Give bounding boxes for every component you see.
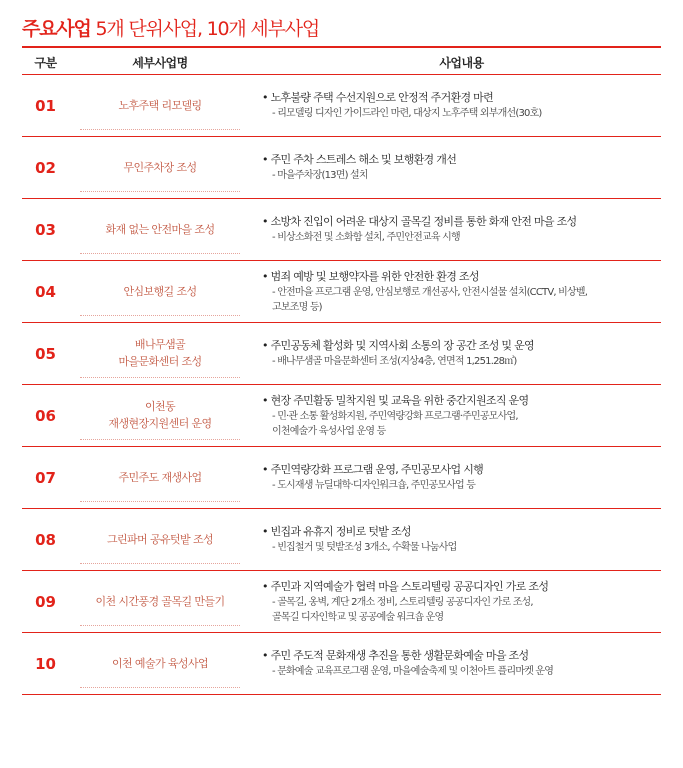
row-number: 10 (35, 654, 56, 673)
row-description (262, 323, 661, 384)
row-number: 07 (35, 468, 56, 487)
table-body (22, 75, 661, 695)
row-project-name (80, 329, 240, 378)
header-project-name: 세부사업명 (132, 56, 188, 70)
table-row (22, 199, 661, 261)
row-description (262, 137, 661, 198)
row-description (262, 447, 661, 508)
row-description-detail: - 비상소화전 및 소화함 설치, 주민안전교육 시행 (262, 230, 661, 245)
title-sub: 5개 단위사업, 10개 세부사업 (90, 18, 320, 40)
table-row (22, 509, 661, 571)
row-project-name-text: 배나무샘골 마을문화센터 조성 (118, 338, 202, 368)
row-number: 03 (35, 220, 56, 239)
row-description-main: • 주민역량강화 프로그램 운영, 주민공모사업 시행 (262, 462, 661, 478)
table-row (22, 137, 661, 199)
row-project-name (80, 515, 240, 564)
table-row (22, 571, 661, 633)
row-project-name (80, 453, 240, 502)
row-number: 06 (35, 406, 56, 425)
row-number: 05 (35, 344, 56, 363)
header-category: 구분 (34, 56, 57, 70)
row-description-main: • 소방차 진입이 어려운 대상지 골목길 정비를 통한 화재 안전 마을 조성 (262, 214, 661, 230)
row-project-name (80, 391, 240, 440)
row-project-name (80, 143, 240, 192)
table-row (22, 447, 661, 509)
page-title (22, 14, 319, 41)
row-number: 01 (35, 96, 56, 115)
row-description-detail: - 리모델링 디자인 가이드라인 마련, 대상지 노후주택 외부개선(30호) (262, 106, 661, 121)
row-project-name (80, 81, 240, 130)
row-project-name (80, 267, 240, 316)
row-project-name-text: 무인주차장 조성 (123, 160, 197, 174)
row-description-main: • 범죄 예방 및 보행약자를 위한 안전한 환경 조성 (262, 269, 661, 285)
row-description-detail: - 마을주차장(13면) 설치 (262, 168, 661, 183)
row-description-detail: - 문화예술 교육프로그램 운영, 마을예술축제 및 이천아트 플리마켓 운영 (262, 664, 661, 679)
row-project-name (80, 577, 240, 626)
row-project-name-text: 주민주도 재생사업 (118, 470, 202, 484)
table-row (22, 261, 661, 323)
row-description-detail: - 민‧관 소통 활성화지원, 주민역량강화 프로그램·주민공모사업, 이천예술가 육성사업 운영 등 (262, 409, 661, 439)
row-project-name (80, 205, 240, 254)
row-number: 02 (35, 158, 56, 177)
header-project-content: 사업내용 (439, 56, 484, 70)
table-row (22, 75, 661, 137)
row-description-detail: - 골목길, 옹벽, 계단 2개소 정비, 스토리텔링 공공디자인 가로 조성, 골목길 디자인학교 및 공공예술 워크숍 운영 (262, 595, 661, 625)
table-row (22, 633, 661, 695)
row-project-name-text: 이천 시간풍경 골목길 만들기 (95, 594, 225, 608)
row-description-main: • 노후불량 주택 수선지원으로 안정적 주거환경 마련 (262, 90, 661, 106)
row-number: 09 (35, 592, 56, 611)
row-project-name-text: 노후주택 리모델링 (118, 98, 202, 112)
row-number: 08 (35, 530, 56, 549)
row-description-detail: - 배나무샘골 마을문화센터 조성(지상4층, 연면적 1,251.28㎡) (262, 354, 661, 369)
row-description (262, 633, 661, 694)
row-project-name-text: 그린파머 공유텃밭 조성 (106, 532, 214, 546)
table-header (22, 48, 661, 75)
row-project-name-text: 이천동 재생현장지원센터 운영 (108, 400, 212, 430)
row-project-name (80, 639, 240, 688)
table-row (22, 385, 661, 447)
row-project-name-text: 화재 없는 안전마을 조성 (105, 222, 215, 236)
row-description (262, 75, 661, 136)
table-row (22, 323, 661, 385)
row-description (262, 199, 661, 260)
row-description-main: • 현장 주민활동 밀착지원 및 교육을 위한 중간지원조직 운영 (262, 393, 661, 409)
row-description-main: • 주민과 지역예술가 협력 마을 스토리텔링 공공디자인 가로 조성 (262, 579, 661, 595)
title-main: 주요사업 (22, 18, 91, 40)
row-number: 04 (35, 282, 56, 301)
row-description-detail: - 빈집철거 및 텃밭조성 3개소, 수확물 나눔사업 (262, 540, 661, 555)
row-description (262, 509, 661, 570)
row-description-main: • 주민 주도적 문화재생 추진을 통한 생활문화예술 마을 조성 (262, 648, 661, 664)
row-project-name-text: 이천 예술가 육성사업 (111, 656, 209, 670)
row-description-main: • 주민공동체 활성화 및 지역사회 소통의 장 공간 조성 및 운영 (262, 338, 661, 354)
row-project-name-text: 안심보행길 조성 (123, 284, 197, 298)
row-description (262, 385, 661, 446)
row-description-main: • 빈집과 유휴지 정비로 텃밭 조성 (262, 524, 661, 540)
row-description (262, 261, 661, 322)
row-description (262, 571, 661, 632)
row-description-main: • 주민 주차 스트레스 해소 및 보행환경 개선 (262, 152, 661, 168)
row-description-detail: - 도시재생 뉴딜대학·디자인워크숍, 주민공모사업 등 (262, 478, 661, 493)
row-description-detail: - 안전마을 프로그램 운영, 안심보행로 개선공사, 안전시설물 설치(CCTV, 비상벨, 고보조명 등) (262, 285, 661, 315)
